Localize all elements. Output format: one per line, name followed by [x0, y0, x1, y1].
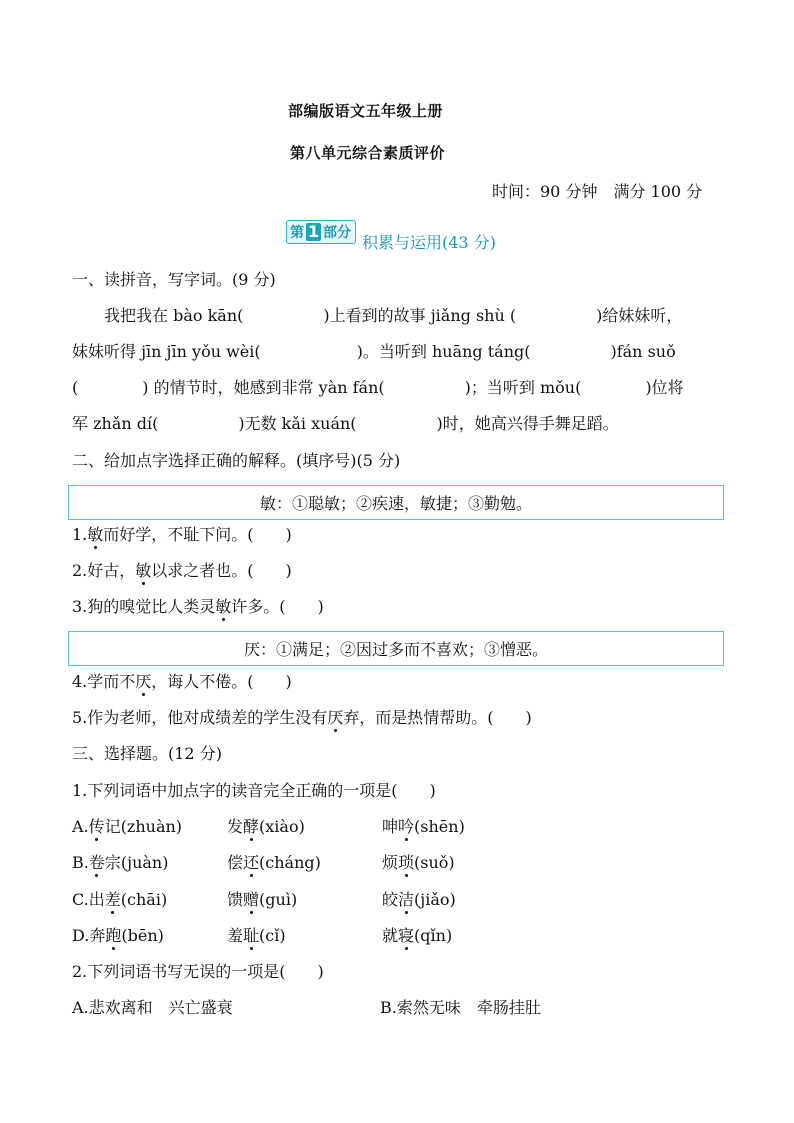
dotted-char: 传 — [88, 817, 105, 836]
opt-text: (cǐ) — [259, 926, 286, 945]
dotted-char: 琐 — [398, 853, 415, 872]
question-2-4 — [72, 672, 292, 692]
q2-option-a: A.悲欢离和 兴亡盛衰 — [72, 998, 233, 1017]
question-2-3 — [72, 597, 324, 617]
dotted-char: 寝 — [398, 926, 415, 945]
option-a-col2 — [227, 817, 305, 837]
section1-line-1: 我把我在 bào kān( )上看到的故事 jiǎng shù ( )给妹妹听， — [72, 306, 683, 325]
dotted-char: 吟 — [398, 817, 415, 836]
q-text-pre: 2.好古， — [72, 561, 136, 580]
opt-text: 呻 — [382, 817, 399, 836]
section3-heading: 三、选择题。(12 分) — [72, 744, 222, 763]
opt-text: (qǐn) — [414, 926, 453, 945]
q-text-post: ，诲人不倦。( ) — [151, 672, 292, 691]
opt-text: (jiǎo) — [414, 890, 456, 909]
opt-text: (chāi) — [120, 890, 168, 909]
option-d-col3 — [382, 926, 452, 946]
dotted-char: 敏 — [87, 525, 104, 544]
option-c-col2 — [227, 890, 297, 910]
dotted-char: 洁 — [398, 890, 415, 909]
opt-text: 发 — [227, 817, 244, 836]
part-title: 积累与运用(43 分) — [362, 233, 496, 252]
dotted-char: 敏 — [215, 597, 232, 616]
badge-suffix: 部分 — [323, 225, 351, 241]
dotted-char: 赠 — [243, 890, 260, 909]
dotted-char: 厌 — [327, 708, 344, 727]
section1-line-3: ( ) 的情节时，她感到非常 yàn fán( )；当听到 mǒu( )位将 — [72, 378, 684, 397]
opt-text: (xiào) — [259, 817, 305, 836]
q-text-pre: 3.狗的嗅觉比人类灵 — [72, 597, 216, 616]
part-badge — [286, 220, 356, 244]
section2-heading: 二、给加点字选择正确的解释。(填序号)(5 分) — [72, 451, 401, 470]
dotted-char: 跑 — [105, 926, 122, 945]
dotted-char: 差 — [104, 890, 121, 909]
option-a-col1 — [72, 817, 182, 837]
document-title: 部编版语文五年级上册 — [288, 102, 444, 120]
opt-text: 就 — [382, 926, 399, 945]
dotted-char: 厌 — [135, 672, 152, 691]
opt-text: 皎 — [382, 890, 399, 909]
option-a-col3 — [382, 817, 465, 837]
definition-box-yan — [68, 631, 724, 666]
question-3-2: 2.下列词语书写无误的一项是( ) — [72, 962, 324, 981]
opt-text: D.奔 — [72, 926, 106, 945]
option-b-col1 — [72, 853, 168, 873]
badge-prefix: 第 — [290, 225, 304, 241]
opt-text: (guì) — [259, 890, 298, 909]
q-text-post: 而好学，不耻下问。( ) — [103, 525, 292, 544]
question-2-5 — [72, 708, 532, 728]
definition-min-text: 敏：①聪敏；②疾速，敏捷；③勤勉。 — [259, 494, 532, 513]
option-b-col3 — [382, 853, 455, 873]
q-text-post: 弃，而是热情帮助。( ) — [343, 708, 532, 727]
document-subtitle: 第八单元综合素质评价 — [290, 144, 446, 162]
opt-text: (bēn) — [121, 926, 164, 945]
q-text-post: 许多。( ) — [231, 597, 324, 616]
opt-text: (shēn) — [414, 817, 465, 836]
section1-line-2: 妹妹听得 jīn jīn yǒu wèi( )。当听到 huāng táng( )fán suǒ — [72, 342, 676, 361]
time-info: 时间：90 分钟 满分 100 分 — [492, 182, 703, 201]
q-text-post: 以求之者也。( ) — [151, 561, 292, 580]
option-b-col2 — [227, 853, 321, 873]
section1-heading: 一、读拼音，写字词。(9 分) — [72, 270, 276, 289]
dotted-char: 敏 — [135, 561, 152, 580]
option-d-col2 — [227, 926, 286, 946]
option-c-col1 — [72, 890, 167, 910]
dotted-char: 酵 — [243, 817, 260, 836]
q-text-pre: 4.学而不 — [72, 672, 136, 691]
option-c-col3 — [382, 890, 456, 910]
opt-text: 羞 — [227, 926, 244, 945]
opt-text: A. — [72, 817, 89, 836]
dotted-char: 耻 — [243, 926, 260, 945]
opt-text: (suǒ) — [414, 853, 455, 872]
definition-box-min — [68, 485, 724, 520]
opt-text: (cháng) — [259, 853, 321, 872]
opt-text: B. — [72, 853, 89, 872]
question-2-2 — [72, 561, 292, 581]
badge-number: 1 — [307, 222, 320, 241]
q-text-pre: 1. — [72, 525, 88, 544]
q2-option-b: B.索然无味 牵肠挂肚 — [380, 998, 541, 1017]
q-text-pre: 5.作为老师，他对成绩差的学生没有 — [72, 708, 328, 727]
dotted-char: 卷 — [88, 853, 105, 872]
question-3-1: 1.下列词语中加点字的读音完全正确的一项是( ) — [72, 781, 436, 800]
opt-text: C.出 — [72, 890, 105, 909]
opt-text: 偿 — [227, 853, 244, 872]
section1-line-4: 军 zhǎn dí( )无数 kǎi xuán( )时，她高兴得手舞足蹈。 — [72, 414, 619, 433]
opt-text: 宗(juàn) — [104, 853, 169, 872]
opt-text: 烦 — [382, 853, 399, 872]
opt-text: 记(zhuàn) — [104, 817, 183, 836]
definition-yan-text: 厌：①满足；②因过多而不喜欢；③憎恶。 — [243, 640, 548, 659]
question-2-1 — [72, 525, 292, 545]
option-d-col1 — [72, 926, 164, 946]
opt-text: 馈 — [227, 890, 244, 909]
dotted-char: 还 — [243, 853, 260, 872]
